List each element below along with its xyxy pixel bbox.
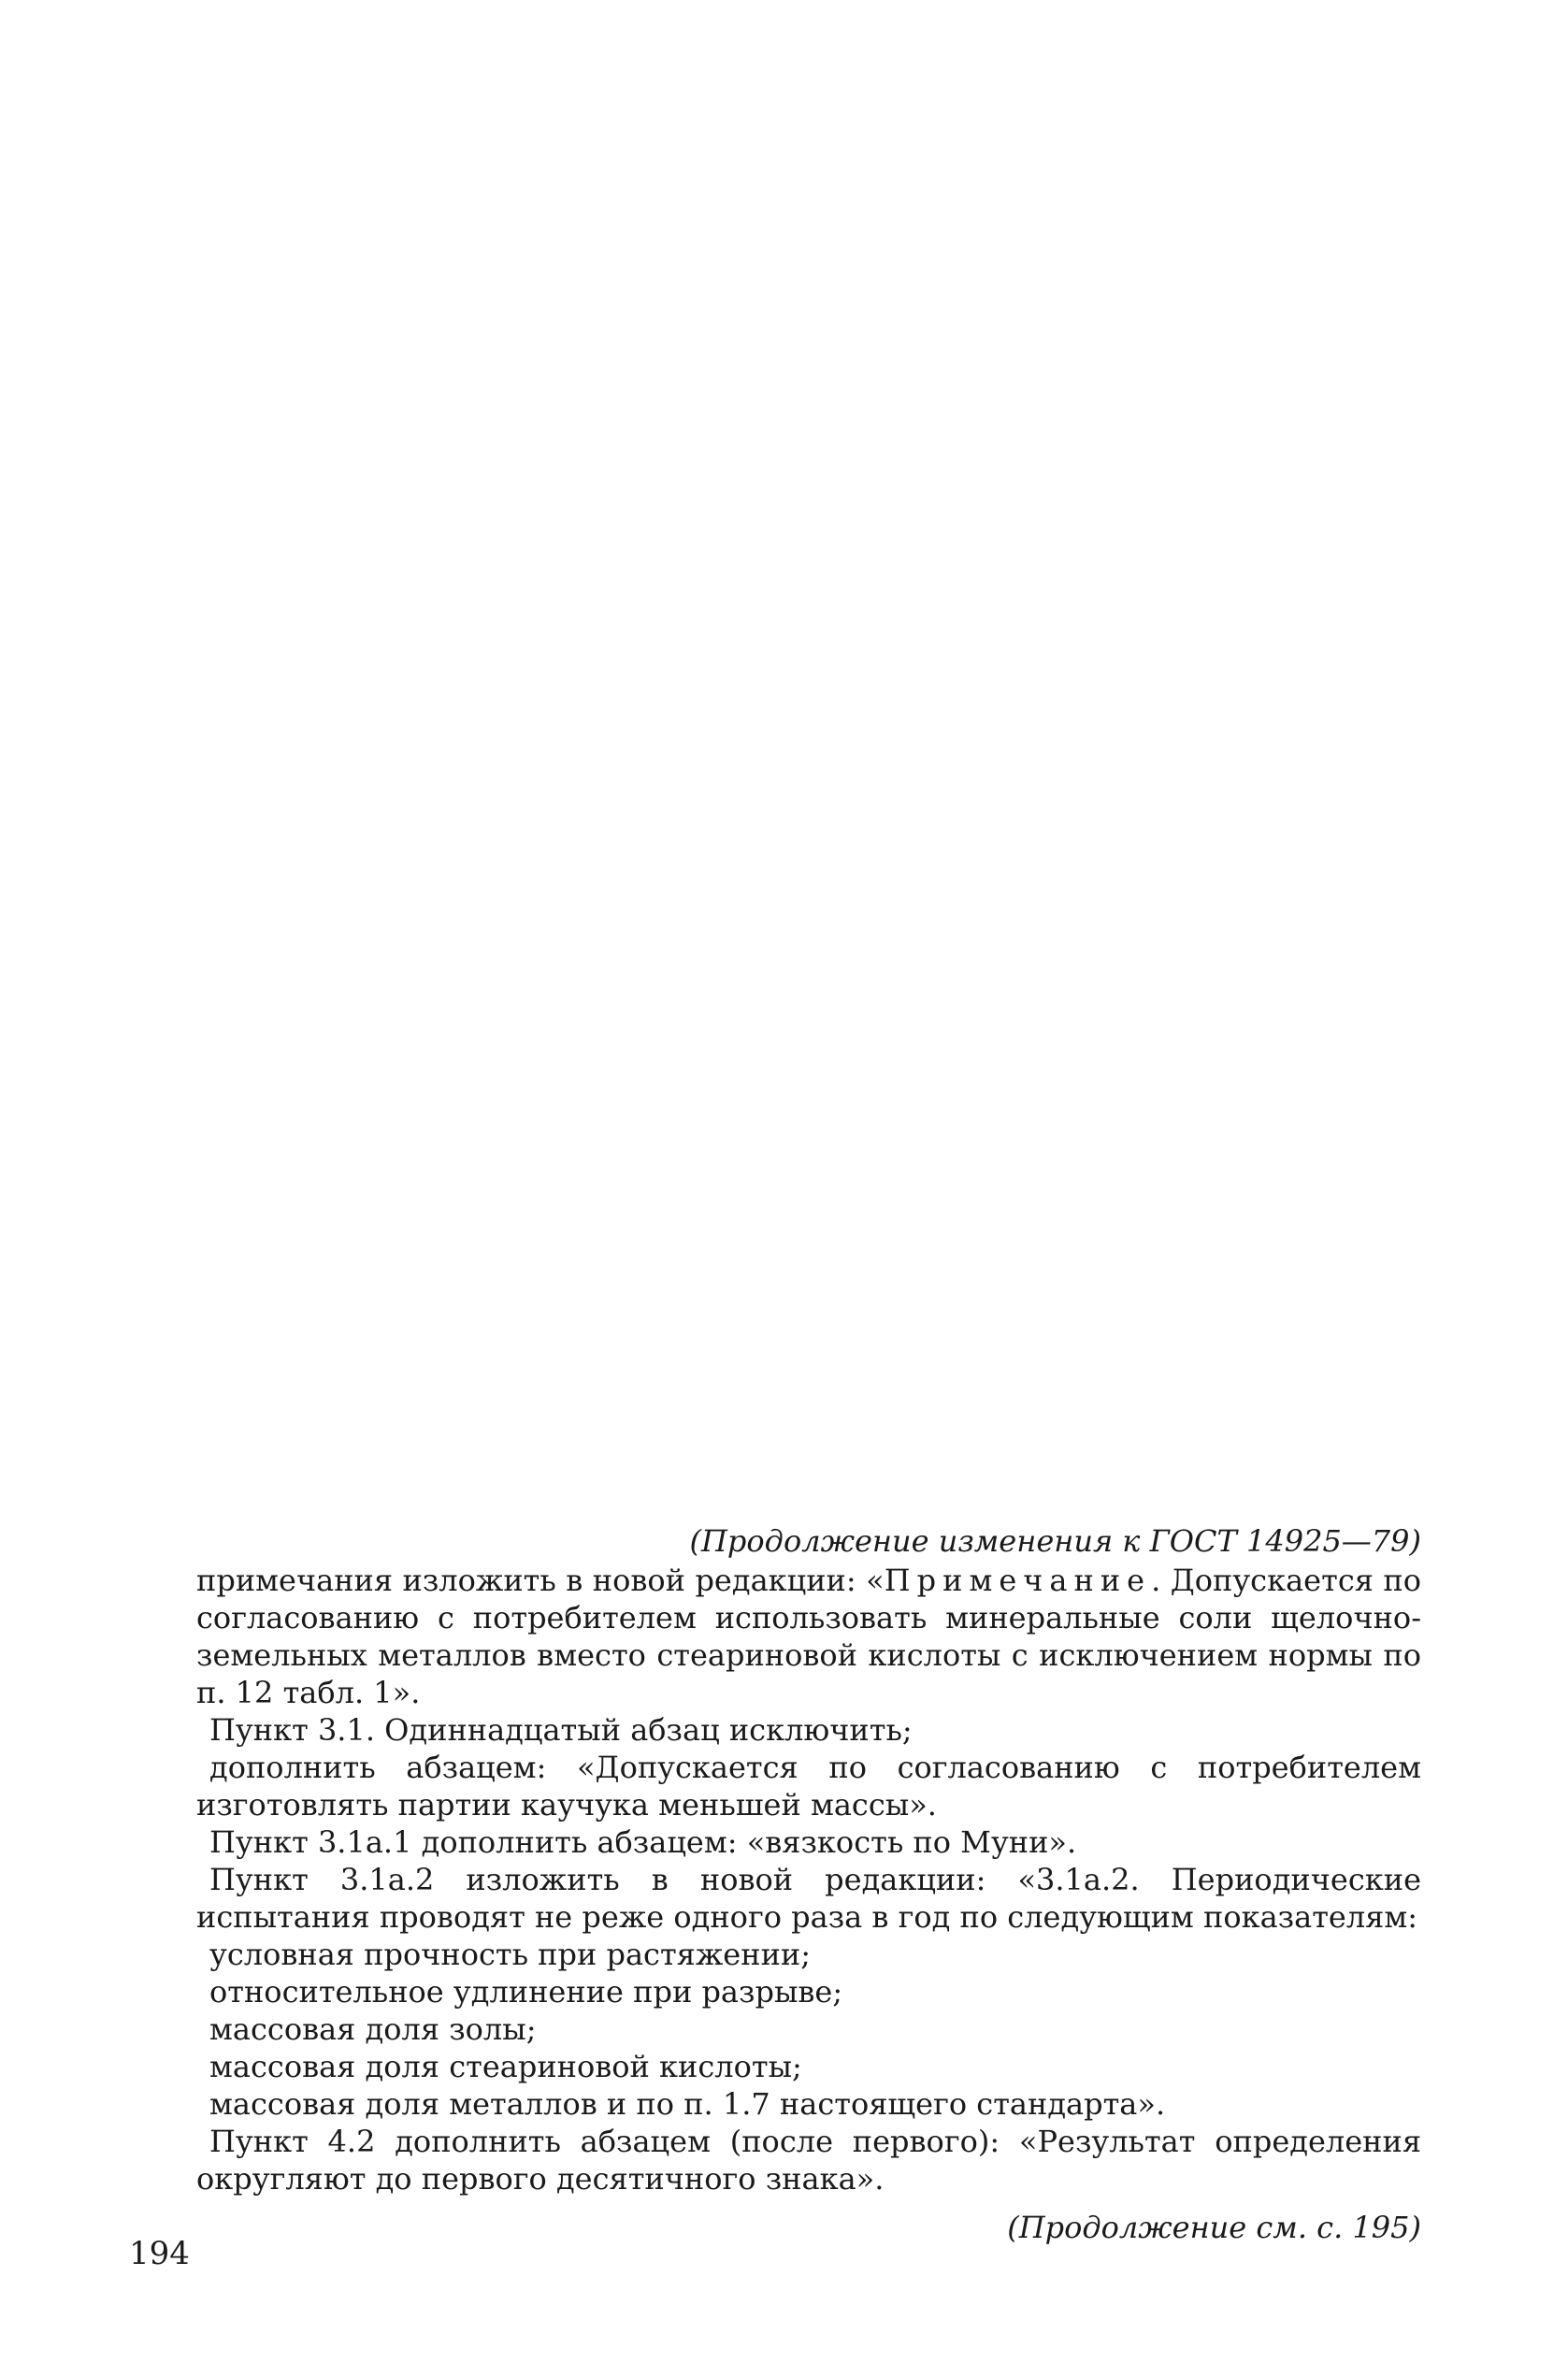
list-item: массовая доля стеариновой кислоты; <box>209 2049 802 2084</box>
page-number: 194 <box>129 2235 190 2272</box>
continuation-header: (Продолжение изменения к ГОСТ 14925—79) <box>689 1523 1421 1559</box>
note-text-start: примечания изложить в новой редакции: « <box>196 1563 885 1598</box>
list-item: массовая доля металлов и по п. 1.7 настоящего стандарта». <box>209 2086 1166 2122</box>
list-item: условная прочность при растяжении; <box>209 1937 811 1972</box>
paragraph-item-3-1: Пункт 3.1. Одиннадцатый абзац исключить; <box>209 1712 913 1748</box>
paragraph-supplement: дополнить абзацем: «Допускается по согласованию с потребителем изготовлять партии каучука меньшей массы». <box>196 1750 1421 1823</box>
paragraph-note-revision <box>196 1562 1421 1711</box>
paragraph-item-3-1a-1: Пункт 3.1а.1 дополнить абзацем: «вязкость по Муни». <box>209 1824 1077 1860</box>
continuation-footer: (Продолжение см. с. 195) <box>1007 2210 1421 2245</box>
text-block <box>196 1522 1421 2246</box>
list-item: массовая доля золы; <box>209 2011 537 2047</box>
list-item: относительное удлинение при разрыве; <box>209 1974 843 2010</box>
note-text-end: . Допускается по согласованию с потребителем использовать минеральные соли щелочно-земельных металлов вместо стеариновой кислоты с исключением нормы по п. 12 табл. 1». <box>196 1563 1422 1710</box>
paragraph-item-3-1a-2: Пункт 3.1а.2 изложить в новой редакции: «3.1а.2. Периодические испытания проводят не реже одного раза в год по следующим показателям: <box>196 1862 1421 1935</box>
paragraph-item-4-2: Пункт 4.2 дополнить абзацем (после первого): «Результат определения округляют до первого десятичного знака». <box>196 2124 1421 2197</box>
note-heading: Примечание <box>884 1563 1152 1598</box>
